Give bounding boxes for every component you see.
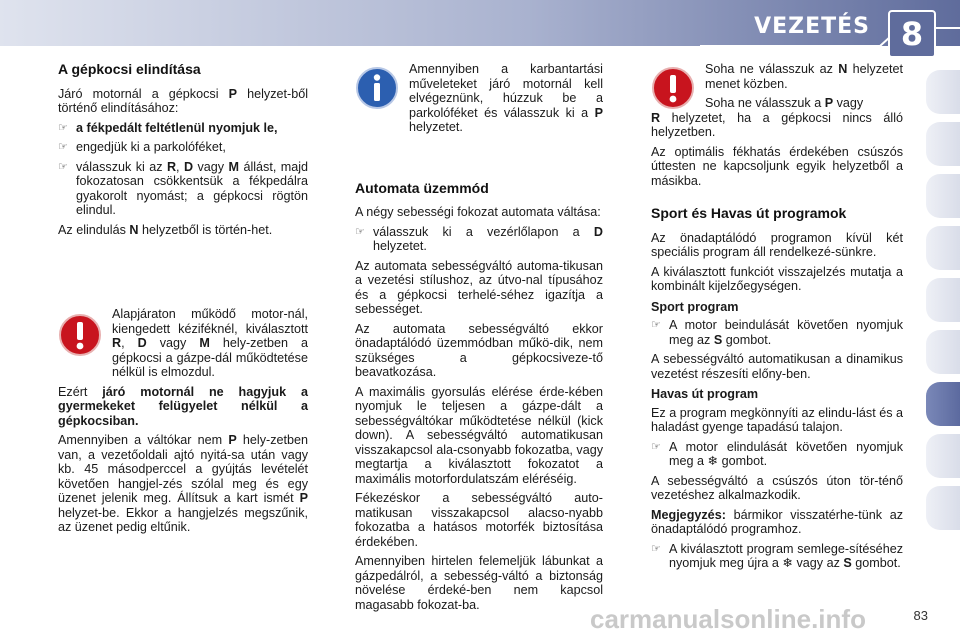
paragraph: Az önadaptálódó programon kívül két speciális program áll rendelkezé-sünkre. xyxy=(651,230,903,259)
paragraph: Ez a program megkönnyíti az elindu-lást és a haladást gyenge tapadású talajon. xyxy=(651,405,903,434)
side-tab[interactable] xyxy=(926,434,960,478)
info-text: Amennyiben a karbantartási műveleteket járó motornál kell elvégeznünk, húzzuk be a parkolóféket és válasszuk ki a P helyzetet. xyxy=(409,62,603,134)
section-heading-start: A gépkocsi elindítása xyxy=(58,61,201,77)
subheading-snow: Havas út program xyxy=(651,387,759,401)
list-item: ☞ A kiválasztott program semlege-sítéséhez nyomjuk meg újra a ❄ vagy az S gombot. xyxy=(651,541,903,570)
paragraph: Fékezéskor a sebességváltó auto-matikusan visszakapcsol alacso-nyabb fokozatba a hatásos motorfék biztosítása érdekében. xyxy=(355,491,603,549)
side-tab[interactable] xyxy=(926,226,960,270)
paragraph: Az automata sebességváltó automa-tikusan a vezetési stílushoz, az útvo-nal típusához és a gépkocsi terhelé-séhez igazítja a sebességet. xyxy=(355,258,603,316)
list-item: ☞ a fékpedált feltétlenül nyomjuk le, xyxy=(58,120,278,135)
list-item: ☞ A motor elindulását követően nyomjuk meg a ❄ gombot. xyxy=(651,439,903,468)
section-heading-automatic: Automata üzemmód xyxy=(355,179,489,196)
paragraph: Az optimális fékhatás érdekében csúszós úttesten ne kapcsoljunk egyik helyzetből a másikba. xyxy=(651,144,903,188)
snowflake-icon: ❄ xyxy=(707,454,719,468)
warning-text: Alapjáraton működő motor-nál, kiengedett kéziféknél, kiválasztott R, D vagy M hely-zetben a gépkocsi a gázpe-dál működtetése nélkül is elmozdul. xyxy=(112,307,309,379)
paragraph: Amennyiben hirtelen felemeljük lábunkat a gázpedálról, a sebesség-váltó a biztonság növelése érdeké-ben nem kapcsol magasabb fokozat-ba. xyxy=(355,554,603,612)
pointing-hand-icon: ☞ xyxy=(58,160,68,173)
pointing-hand-icon: ☞ xyxy=(58,121,68,134)
paragraph: Az automata sebességváltó ekkor önadaptálódó üzemmódban műkö-dik, nem szükséges a gépkocsiveze-tő beavatkozása. xyxy=(355,321,603,379)
paragraph: A négy sebességi fokozat automata váltása: xyxy=(355,205,601,219)
subheading-sport: Sport program xyxy=(651,299,739,314)
side-tabs xyxy=(926,70,960,538)
warning-icon xyxy=(651,66,695,110)
paragraph: A sebességváltó a csúszós úton tör-ténő vezetéshez alkalmazkodik. xyxy=(651,473,903,502)
pointing-hand-icon: ☞ xyxy=(651,440,661,453)
info-block xyxy=(355,62,603,135)
column-middle xyxy=(355,62,603,617)
pointing-hand-icon: ☞ xyxy=(651,542,661,555)
paragraph: A sebességváltó automatikusan a dinamikus vezetést részesíti előny-ben. xyxy=(651,352,903,381)
side-tab[interactable] xyxy=(926,70,960,114)
warning-icon xyxy=(58,313,102,357)
pointing-hand-icon: ☞ xyxy=(651,319,661,331)
warning-paragraph: Amennyiben a váltókar nem P hely-zetben van, a vezetőoldali ajtó nyitá-sa után vagy kb. 45 másodperccel a gyújtás levételét követően hangjel-zés szólal meg és egy üzenet jelenik meg. Állítsuk a kart ismét P helyzet-be. Ekkor a hangjelzés megszűnik, az üzenet pedig eltűnik. xyxy=(58,433,309,534)
column-right xyxy=(651,62,903,576)
page-header xyxy=(0,0,960,56)
side-tab[interactable] xyxy=(926,174,960,218)
list-item: ☞ válasszuk ki a vezérlőlapon a D helyzetet. xyxy=(355,224,603,253)
list-item: ☞ A motor beindulását követően nyomjuk meg az S gombot. xyxy=(651,318,903,347)
pointing-hand-icon: ☞ xyxy=(355,225,365,238)
info-icon xyxy=(355,66,399,110)
warning-block xyxy=(651,62,903,140)
chapter-title: VEZETÉS xyxy=(754,14,870,39)
section-heading-programs: Sport és Havas út programok xyxy=(651,205,847,221)
side-tab[interactable] xyxy=(926,278,960,322)
note: Megjegyzés: bármikor visszatérhe-tünk az önadaptálódó programhoz. xyxy=(651,507,904,536)
warning-block xyxy=(58,307,308,535)
snowflake-icon: ❄ xyxy=(782,556,793,570)
side-tab[interactable] xyxy=(926,122,960,166)
warning-text: Soha ne válasszuk a P vagy xyxy=(705,96,864,110)
column-left xyxy=(58,62,308,540)
chapter-number: 8 xyxy=(888,10,936,58)
side-tab-active[interactable] xyxy=(926,382,960,426)
paragraph: Az elindulás N helyzetből is történ-het. xyxy=(58,222,273,237)
warning-text: R helyzetet, ha a gépkocsi nincs álló helyzetben. xyxy=(651,110,903,139)
pointing-hand-icon: ☞ xyxy=(58,141,68,153)
watermark: carmanualsonline.info xyxy=(590,604,866,634)
side-tab[interactable] xyxy=(926,330,960,374)
paragraph: Járó motornál a gépkocsi P helyzet-ből történő elindításához: xyxy=(58,86,309,115)
warning-text: Soha ne válasszuk az N helyzetet menet közben. xyxy=(705,62,904,91)
side-tab[interactable] xyxy=(926,486,960,530)
warning-emphasis: Ezért járó motornál ne hagyjuk a gyermekeket felügyelet nélkül a gépkocsiban. xyxy=(58,384,309,428)
list-item: ☞ engedjük ki a parkolóféket, xyxy=(58,140,226,154)
paragraph: A kiválasztott funkciót visszajelzés mutatja a kombinált kijelzőegységen. xyxy=(651,264,903,293)
list-item: ☞ válasszuk ki az R, D vagy M állást, majd fokozatosan csökkentsük a fékpedálra gyakorolt nyomást; a gépkocsi rögtön elindul. xyxy=(58,159,309,217)
paragraph: A maximális gyorsulás elérése érde-kében nyomjuk le teljesen a gázpe-dált a sebességváltókar működtetése nélkül (kick down). A sebességváltó automatikusan visszakapcsol ala-csonyabb fokozatba, vagy megtartja a kiválasztott fokozatot a maximális motorfordulatszám eléréséig. xyxy=(355,384,603,486)
page-number: 83 xyxy=(913,608,928,623)
